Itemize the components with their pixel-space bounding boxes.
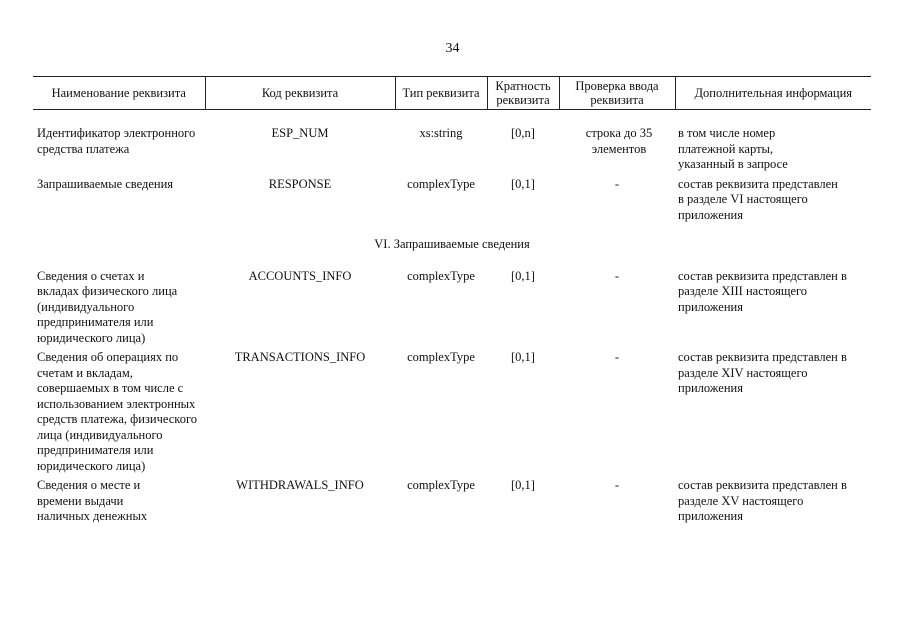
- page-number: 34: [445, 41, 460, 56]
- table-row: [33, 177, 871, 228]
- header-info: Дополнительная информация: [675, 77, 871, 110]
- table-row: [33, 478, 871, 529]
- cell-info: состав реквизита представлен в разделе XIV настоящего приложения: [678, 350, 847, 395]
- cell-type: complexType: [407, 268, 475, 283]
- cell-type: xs:string: [419, 126, 463, 140]
- cell-check: -: [614, 268, 620, 283]
- cell-check: строка до 35 элементов: [585, 126, 653, 156]
- cell-type: complexType: [407, 478, 475, 492]
- header-code: Код реквизита: [205, 77, 395, 110]
- cell-check: -: [614, 478, 620, 492]
- cell-type: complexType: [407, 350, 475, 364]
- cell-multiplicity: [0,n]: [511, 126, 535, 140]
- cell-name: Сведения об операциях по счетам и вкладам, совершаемых в том числе с использованием электронных средств платежа, физического лица (индивидуального предпринимателя или юридического лица): [37, 350, 198, 473]
- cell-code: ESP_NUM: [271, 126, 329, 140]
- header-check: Проверка ввода реквизита: [559, 77, 675, 110]
- cell-type: complexType: [407, 176, 475, 191]
- cell-code: ACCOUNTS_INFO: [248, 268, 352, 283]
- table-header-row: [33, 77, 871, 110]
- section-title: VI. Запрашиваемые сведения: [374, 237, 530, 251]
- table-row: [33, 350, 871, 478]
- cell-name: Запрашиваемые сведения: [37, 176, 174, 191]
- table-row: [33, 110, 871, 177]
- cell-multiplicity: [0,1]: [511, 268, 535, 283]
- cell-info: в том числе номер платежной карты, указанный в запросе: [678, 126, 788, 171]
- cell-code: WITHDRAWALS_INFO: [236, 478, 364, 492]
- cell-check: -: [614, 350, 620, 364]
- cell-name: Сведения о месте и времени выдачи наличных денежных: [37, 478, 148, 523]
- cell-name: Сведения о счетах и вкладах физического лица (индивидуального предпринимателя или юридического лица): [37, 268, 178, 345]
- table-row: [33, 269, 871, 351]
- cell-info: состав реквизита представлен в разделе VI настоящего приложения: [678, 176, 838, 222]
- header-multiplicity: Кратность реквизита: [487, 77, 559, 110]
- cell-check: -: [614, 176, 620, 191]
- section-heading-row: [33, 227, 871, 269]
- cell-multiplicity: [0,1]: [511, 350, 535, 364]
- requisites-table: [33, 76, 871, 529]
- cell-info: состав реквизита представлен в разделе XV настоящего приложения: [678, 478, 847, 523]
- header-type: Тип реквизита: [395, 77, 487, 110]
- header-name: Наименование реквизита: [33, 77, 205, 110]
- cell-name: Идентификатор электронного средства платежа: [37, 126, 196, 156]
- cell-multiplicity: [0,1]: [511, 478, 535, 492]
- cell-info: состав реквизита представлен в разделе XIII настоящего приложения: [678, 268, 847, 314]
- cell-multiplicity: [0,1]: [511, 176, 535, 191]
- cell-code: TRANSACTIONS_INFO: [234, 350, 366, 364]
- cell-code: RESPONSE: [268, 176, 332, 191]
